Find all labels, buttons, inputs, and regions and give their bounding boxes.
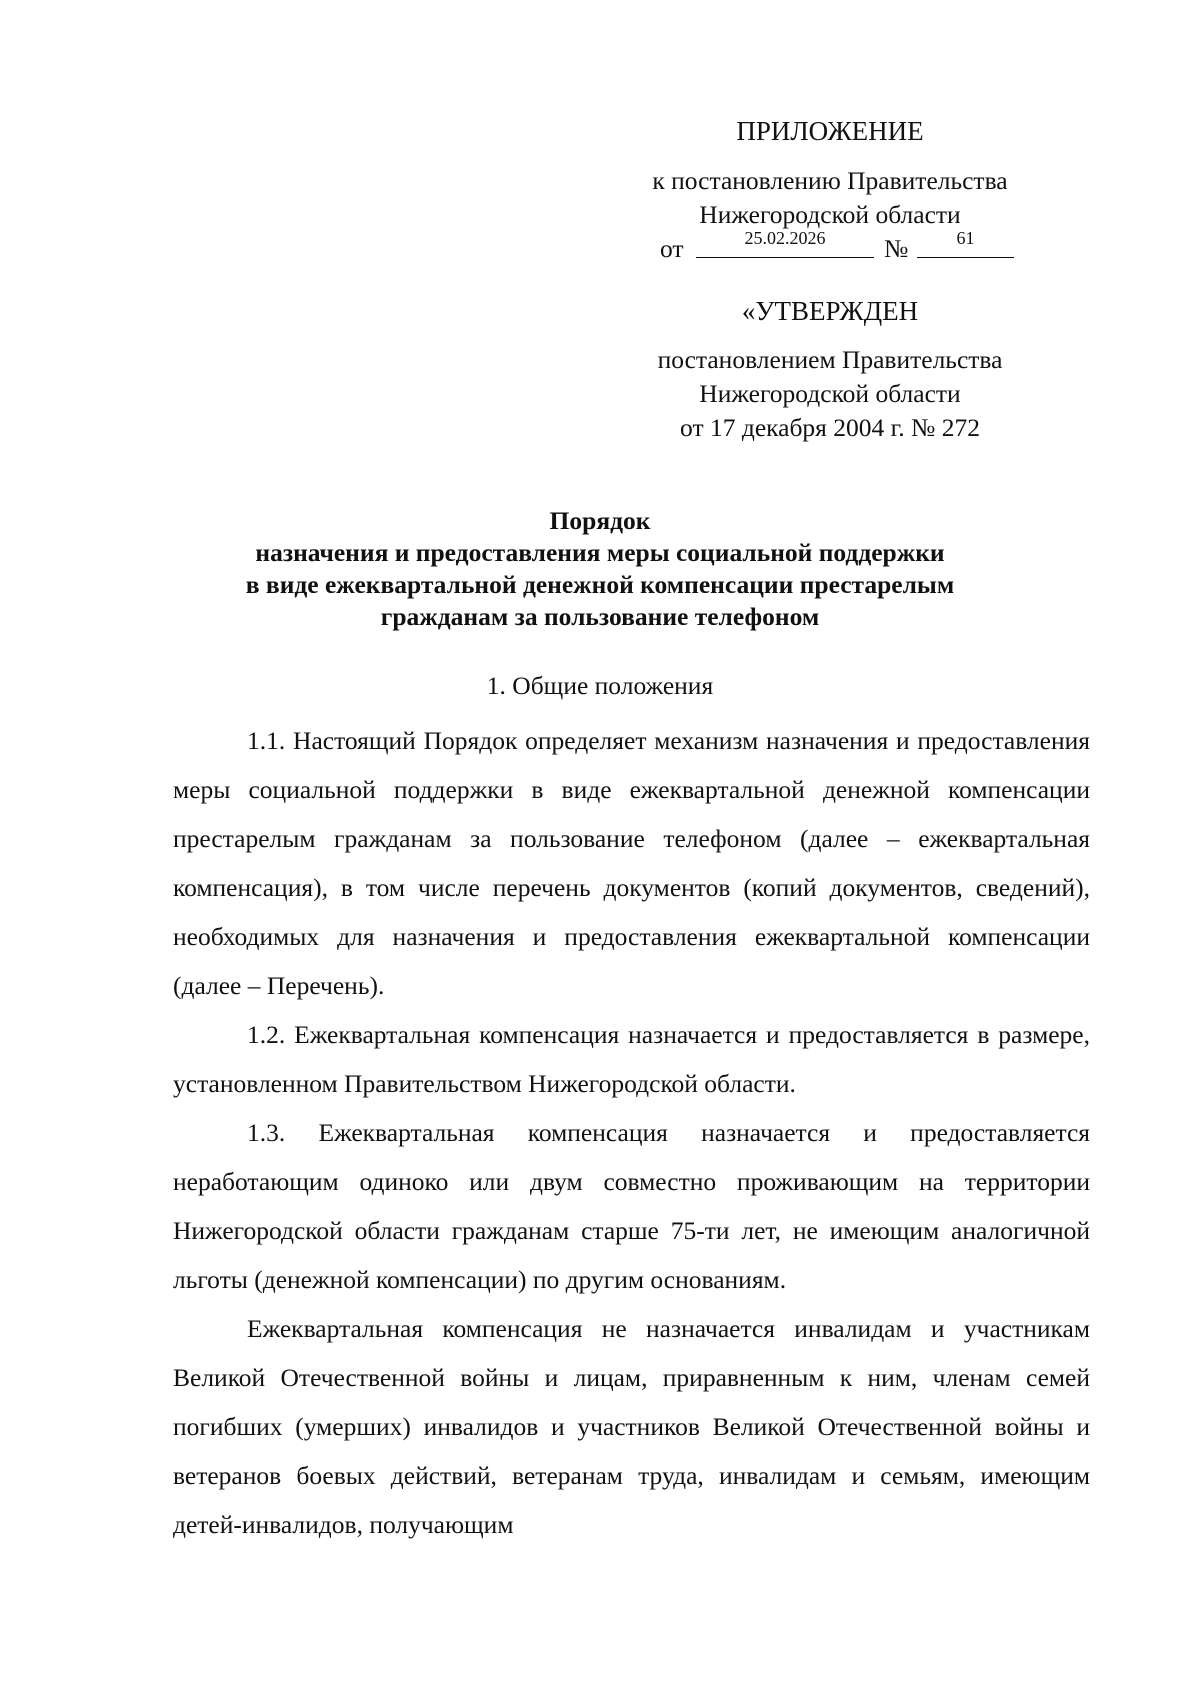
decree-date: 25.02.2026 bbox=[696, 226, 874, 258]
paragraph-1-2: 1.2. Ежеквартальная компенсация назначается и предоставляется в размере, установленном Правительством Нижегородской области. bbox=[173, 1020, 1090, 1098]
decree-number: 61 bbox=[917, 226, 1014, 258]
decree-date-number-line bbox=[660, 226, 1020, 263]
approved-by-line-1: постановлением Правительства bbox=[657, 345, 1003, 374]
paragraph-exclusions: Ежеквартальная компенсация не назначается инвалидам и участникам Великой Отечественной войны и лицам, приравненным к ним, членам семей погибших (умерших) инвалидов и участников Великой Отечественной войны и ветеранов боевых действий, ветеранам труда, инвалидам и семьям, имеющим детей-инвалидов, получающим bbox=[173, 1314, 1090, 1539]
approved-by-line-3: от 17 декабря 2004 г. № 272 bbox=[680, 413, 980, 442]
appendix-title: ПРИЛОЖЕНИЕ bbox=[736, 116, 924, 146]
to-decree-line-1: к постановлению Правительства bbox=[652, 166, 1008, 195]
document-title-line-1: Порядок bbox=[549, 506, 651, 535]
document-title bbox=[170, 505, 1030, 633]
document-title-line-3: в виде ежеквартальной денежной компенсации престарелым bbox=[245, 570, 955, 599]
approved-heading: «УТВЕРЖДЕН bbox=[741, 296, 919, 326]
section-heading: 1. Общие положения bbox=[486, 671, 714, 700]
approved-by-line-2: Нижегородской области bbox=[699, 379, 961, 408]
document-title-line-4: гражданам за пользование телефоном bbox=[380, 602, 820, 631]
document-title-line-2: назначения и предоставления меры социальной поддержки bbox=[255, 538, 945, 567]
approved-by-reference bbox=[620, 343, 1040, 445]
to-decree-line-2: Нижегородской области bbox=[699, 200, 961, 229]
date-prefix: от bbox=[660, 234, 684, 263]
paragraph-1-3: 1.3. Ежеквартальная компенсация назначается и предоставляется неработающим одиноко или двум совместно проживающим на территории Нижегородской области гражданам старше 75-ти лет, не имеющим аналогичной льготы (денежной компенсации) по другим основаниям. bbox=[173, 1118, 1090, 1294]
paragraph-1-1: 1.1. Настоящий Порядок определяет механизм назначения и предоставления меры социальной поддержки в виде ежеквартальной денежной компенсации престарелым гражданам за пользование телефоном (далее – ежеквартальная компенсация), в том числе перечень документов (копий документов, сведений), необходимых для назначения и предоставления ежеквартальной компенсации (далее – Перечень). bbox=[173, 726, 1090, 1000]
number-sign: № bbox=[884, 234, 909, 263]
to-decree-reference bbox=[620, 164, 1040, 232]
